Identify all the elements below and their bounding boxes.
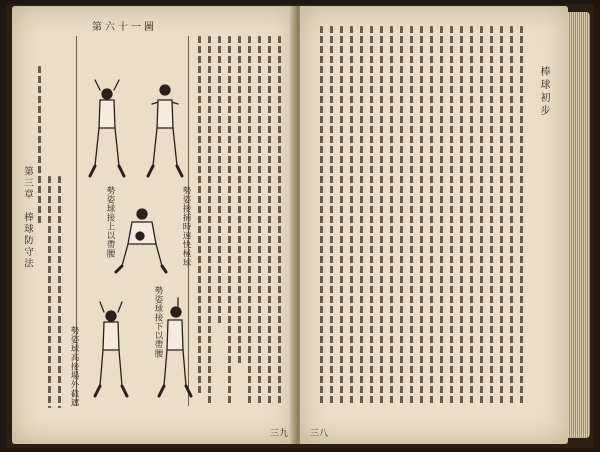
page-edges — [568, 12, 590, 438]
right-page-number: 三八 — [310, 429, 329, 439]
figure-player-high-fly-1 — [88, 298, 134, 402]
figure-player-catch-high-2 — [142, 76, 188, 186]
caption-4: 勢姿球高接場外截遮 — [69, 326, 79, 407]
figure-player-high-fly-2 — [150, 296, 196, 402]
figure-player-catch-low — [112, 206, 168, 276]
chapter-heading: 第三章 棒球防守法 — [22, 166, 33, 270]
running-head: 棒球初步 — [538, 66, 549, 118]
book-spread — [6, 4, 594, 448]
caption-3: 勢姿球接下以帶腰 — [153, 286, 163, 358]
figure-player-catch-high-1 — [84, 76, 130, 186]
right-page — [300, 6, 568, 444]
left-page-number: 三九 — [270, 429, 289, 439]
caption-2: 勢姿球接上以帶腰 — [105, 186, 115, 258]
left-page — [12, 6, 296, 444]
caption-1: 勢姿接捕時速快極球 — [181, 186, 191, 267]
figure-header: 第六十一圖 — [92, 22, 157, 33]
